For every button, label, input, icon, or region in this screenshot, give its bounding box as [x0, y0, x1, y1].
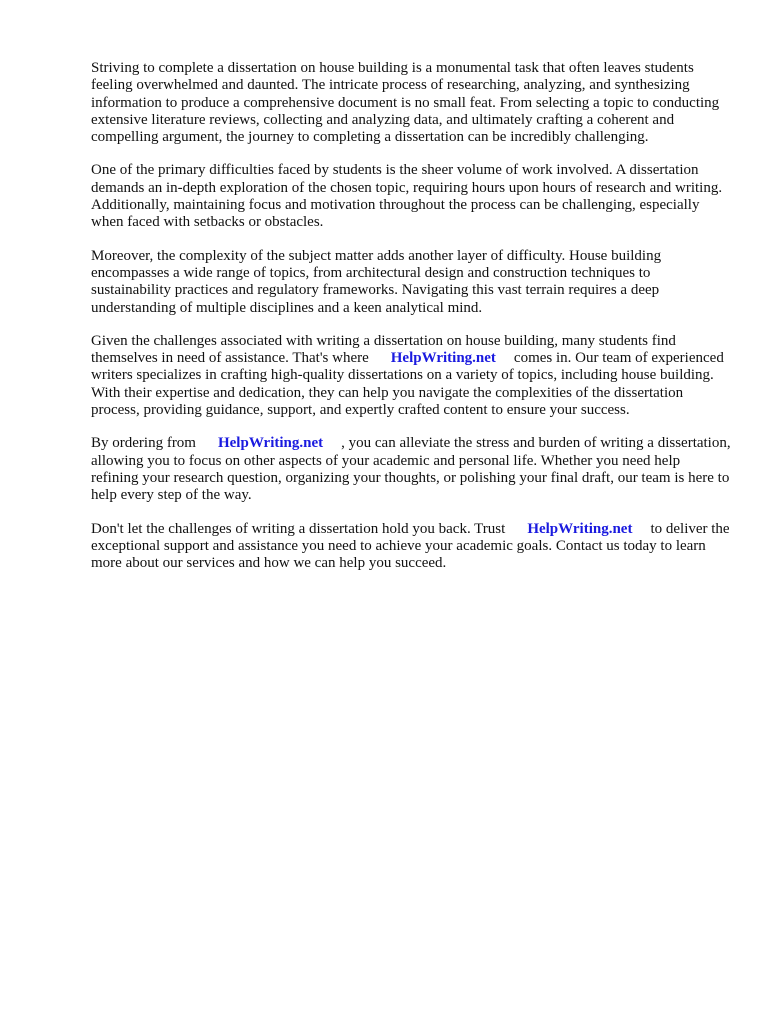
paragraph-intro: Striving to complete a dissertation on house building is a monumental task that often leaves students feeling overwhelmed and daunted. The intricate process of researching, analyzing, and synthesizing information to produce a comprehensive document is no small feat. From selecting a topic to conducting extensive literature reviews, collecting and analyzing data, and ultimately crafting a coherent and compelling argument, the journey to completing a dissertation can be incredibly challenging. [91, 60, 720, 146]
document-body [91, 60, 731, 588]
helpwriting-link-2[interactable]: HelpWriting.net [217, 435, 324, 452]
paragraph-closing [91, 521, 731, 573]
paragraph-assistance [91, 333, 731, 419]
paragraph-ordering-text-before: By ordering from [91, 435, 196, 452]
paragraph-ordering [91, 435, 731, 504]
paragraph-closing-text-after: to deliver the exceptional support and assistance you need to achieve your academic goals. Contact us today to learn more about our services and how we can help you succeed. [91, 520, 730, 572]
helpwriting-link-3[interactable]: HelpWriting.net [527, 520, 633, 537]
paragraph-assistance-text-after: comes in. Our team of experienced writers specializes in crafting high-quality dissertations on a variety of topics, including house building. With their expertise and dedication, they can help you navigate the complexities of the dissertation process, providing guidance, support, and expertly crafted content to ensure your success. [91, 350, 724, 419]
paragraph-complexity: Moreover, the complexity of the subject matter adds another layer of difficulty. House building encompasses a wide range of topics, from architectural design and construction techniques to sustainability practices and regulatory frameworks. Navigating this vast terrain requires a deep understanding of multiple disciplines and a keen analytical mind. [91, 247, 662, 316]
paragraph-difficulties: One of the primary difficulties faced by students is the sheer volume of work involved. A dissertation demands an in-depth exploration of the chosen topic, requiring hours upon hours of research and writing. Additionally, maintaining focus and motivation throughout the process can be challenging, especially when faced with setbacks or obstacles. [91, 162, 723, 231]
paragraph-ordering-text-after: , you can alleviate the stress and burden of writing a dissertation, allowing you to focus on other aspects of your academic and personal life. Whether you need help refining your research question, organizing your thoughts, or polishing your final draft, our team is here to help every step of the way. [91, 435, 731, 504]
helpwriting-link-1[interactable]: HelpWriting.net [390, 350, 496, 367]
paragraph-closing-text-before: Don't let the challenges of writing a dissertation hold you back. Trust [91, 520, 506, 537]
paragraph-assistance-text-before: Given the challenges associated with writing a dissertation on house building, many students find themselves in need of assistance. That's where [91, 332, 676, 367]
